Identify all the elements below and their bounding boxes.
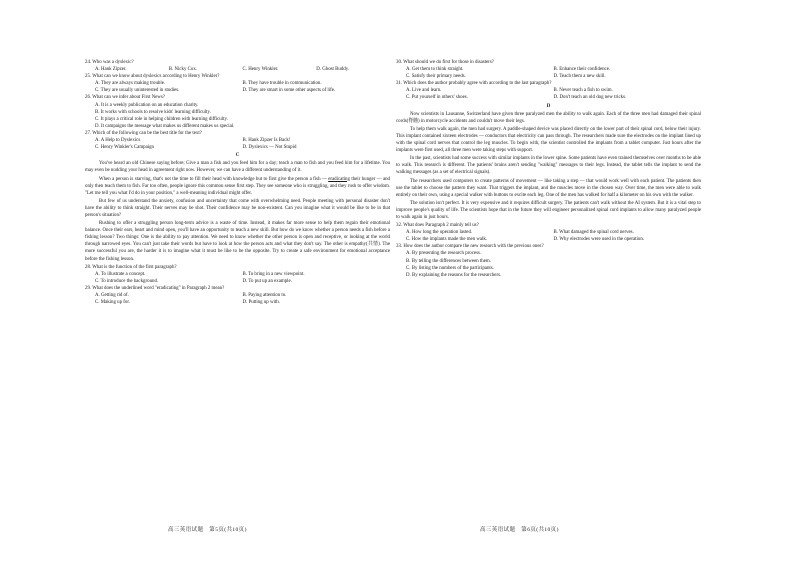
option-d: D. Teach them a new skill. — [553, 74, 606, 80]
option-b: B. Never teach a fish to swim. — [553, 88, 613, 94]
option-a: A. How long the operation lasted. — [406, 230, 473, 236]
question-29 — [85, 285, 390, 306]
question-27 — [85, 130, 390, 151]
option-d: D. Why electrodes were used in the operation. — [553, 237, 644, 243]
section-c-title: C — [235, 153, 240, 159]
option-b: B. Enhance their confidence. — [553, 67, 611, 73]
section-d-title: D — [546, 103, 551, 109]
option-b: B. It works with schools to resolve kids' learning difficulty. — [95, 109, 211, 115]
question-stem: 30. What should we do first for those in disasters? — [396, 60, 494, 65]
option-c: C. Put yourself in others' shoes. — [406, 95, 468, 101]
option-c: C. Satisfy their primary needs. — [406, 74, 466, 80]
option-a: A. Get them to think straight. — [406, 67, 464, 73]
question-stem: 27. Which of the following can be the best title for the text? — [85, 130, 202, 136]
page-footer-right: 高三英语试题 第6页(共10页) — [480, 527, 559, 533]
question-31 — [396, 80, 701, 101]
option-c: C. They are usually uninterested in studies. — [95, 88, 180, 94]
option-c: C. It plays a critical role in helping children with learning difficulty. — [95, 116, 228, 122]
question-26 — [85, 94, 390, 129]
question-stem: 26. What can we infer about First News? — [85, 95, 166, 101]
question-stem: 24. Who was a dyslexic? — [85, 60, 134, 65]
option-b: B. To bring in a new viewpoint. — [242, 271, 305, 277]
option-a: A. Live and learn. — [406, 88, 442, 94]
question-stem: 28. What is the function of the first paragraph? — [85, 264, 177, 270]
question-28 — [85, 264, 390, 285]
question-32 — [396, 222, 701, 243]
passage-c-paragraph-1: You've heard an old Chinese saying before; Give a man a fish and you feed him for a day; teach a man to fish and you feed him for a lifetime. You may even be nodding your head in agreement right now. However, we can have a different understanding of it. — [85, 161, 390, 174]
option-c: C. By listing the numbers of the participants. — [406, 265, 494, 271]
passage-c-paragraph-4: Rushing to offer a struggling person long-term advice is a waste of time. Instead, it makes far more sense to help them regain their emotional balance. Once their ears, heart and mind open, you'll have an opportunity to teach a new skill. But how do we know whether a person needs a fish before a fishing lesson? Two things: One is the ability to pay attention. We need to know whether the other person is open and receptive, or looking at the world through narrowed eyes. You can't just take their words but have to look at how the person acts and what they don't say. The other is empathy(共情). The more successful you are, the harder it is to imagine what it must be like to be the opposite. Try to create a safe environment for emotional acceptance before the fishing lesson. — [85, 221, 390, 262]
left-page — [85, 59, 390, 306]
passage-d-paragraph-2: To help them walk again, the men had surgery. A paddle-shaped device was placed directly on the lower part of their spinal cord, below their injury. This implant contained sixteen electrodes — conductors that electricity can pass through. The researchers made sure the electrodes on the implant lined up with the spinal cord nerves that control the leg muscles. To begin with, the scientist controlled the implants from a tablet computer. Just hours after the implants were first used, all three men were taking steps with support. — [396, 126, 701, 154]
option-b: B. Nicky Cox. — [168, 67, 198, 73]
option-a: A. They are always making trouble. — [95, 81, 166, 87]
page-footer-left: 高三英语试题 第5页(共10页) — [168, 527, 247, 533]
option-d: D. It campaigns the message what makes us different makes us special. — [95, 123, 235, 129]
passage-d-paragraph-4: The researchers used computers to create patterns of movement — like taking a step — that would work well with each patient. The patients then use the tablet to choose the pattern they want. That triggers the implant, and the muscles move in the chosen way. Over time, the men were able to walk entirely on their own, using a special walker with buttons to excite each leg. One of the men has walked for half a kilometer on his own with the walker. — [396, 178, 701, 198]
option-c: C. Making up for. — [95, 300, 130, 306]
question-stem: 25. What can we know about dyslexics according to Henry Winkler? — [85, 74, 220, 80]
passage-d-paragraph-1: Now scientists in Lausanne, Switzerland have given three paralyzed men the ability to walk again. Each of the three men had damaged their spinal cords(脊髓) in motorcycle accidents and couldn't move their legs. — [396, 111, 701, 124]
question-24 — [85, 59, 390, 73]
option-d: D. Putting up with. — [242, 300, 280, 306]
option-b: B. They have trouble in communication. — [242, 81, 322, 87]
right-page — [396, 59, 701, 279]
question-stem: 29. What does the underlined word "eradicating" in Paragraph 2 mean? — [85, 285, 225, 291]
option-a: A. Hank Zipzer. — [95, 67, 127, 73]
option-d: D. To put up an example. — [242, 278, 292, 284]
question-30 — [396, 59, 701, 80]
option-c: C. To introduce the background. — [95, 278, 159, 284]
passage-d-paragraph-3: In the past, scientists had some success with similar implants in the lower spine. Some patients have even trained themselves over months to be able to walk. This research is different. The patients' brains aren't sending "walking" messages to their legs. Instead, the tablet tells the implant to send the walking messages (as a set of electrical signals). — [396, 156, 701, 176]
option-a: A. To illustrate a concept. — [95, 271, 146, 277]
passage-c-paragraph-2: When a person is starving, that's not the time to fill their head with knowledge but to first give the person a fish — eradicating their hunger — and only then teach them to fish. Far too often, people ignore this common sense first step. They see someone who is struggling, and they rush to offer wisdom. "Let me tell you what I'd do in your position," a well-meaning individual might offer. — [85, 176, 391, 196]
option-d: D. Ghost Buddy. — [316, 67, 350, 73]
question-33 — [396, 243, 701, 278]
underlined-word: eradicating — [328, 176, 350, 182]
option-b: B. Paying attention to. — [242, 293, 287, 298]
option-d: D. Dyslexics — Not Stupid — [242, 145, 297, 151]
option-c: C. How the implants made the men walk. — [406, 237, 488, 243]
passage-d-paragraph-5: The solution isn't perfect. It is very expensive and it requires difficult surgery. The patients can't walk without the AI system. But it is a vital step to improve people's quality of life. The scientists hope that in the future they will engineer personalized spinal cord implants to allow many paralyzed people to walk again in just hours. — [396, 200, 701, 220]
question-25 — [85, 73, 390, 94]
option-d: D. They are smart in some other aspects of life. — [242, 88, 336, 94]
option-c: C. Henry Winkler. — [242, 67, 279, 73]
option-d: D. By explaining the reasons for the researchers. — [406, 272, 502, 278]
option-b: B. Hank Zipzer Is Back! — [242, 138, 291, 144]
option-d: D. Don't teach an old dog new tricks. — [553, 95, 627, 101]
option-a: A. It is a weekly publication on an education charity. — [95, 102, 199, 108]
question-stem: 32. What does Paragraph 2 mainly tell us? — [396, 223, 479, 229]
option-b: B. By telling the differences between them. — [406, 258, 491, 264]
passage-c-paragraph-3: But few of us understand the anxiety, confusion and uncertainty that come with overwhelming need. People meeting with personal disaster don't have the ability to think straight. Their nerves may be shot. Their confidence may be non-existent. Can you imagine what it would be like to be in that person's situation? — [85, 198, 390, 218]
option-a: A. Getting rid of. — [95, 293, 129, 298]
question-stem: 31. Which does the author probably agree with according to the last paragraph? — [396, 81, 552, 87]
option-a: A. A Help to Dyslexics — [95, 138, 141, 144]
option-c: C. Henry Winkler's Campaign — [95, 145, 154, 151]
option-a: A. By presenting the research process. — [406, 251, 482, 257]
option-b: B. What damaged the spinal cord nerves. — [553, 230, 634, 236]
question-stem: 33. How does the author compare the new research with the previous ones? — [396, 244, 544, 250]
